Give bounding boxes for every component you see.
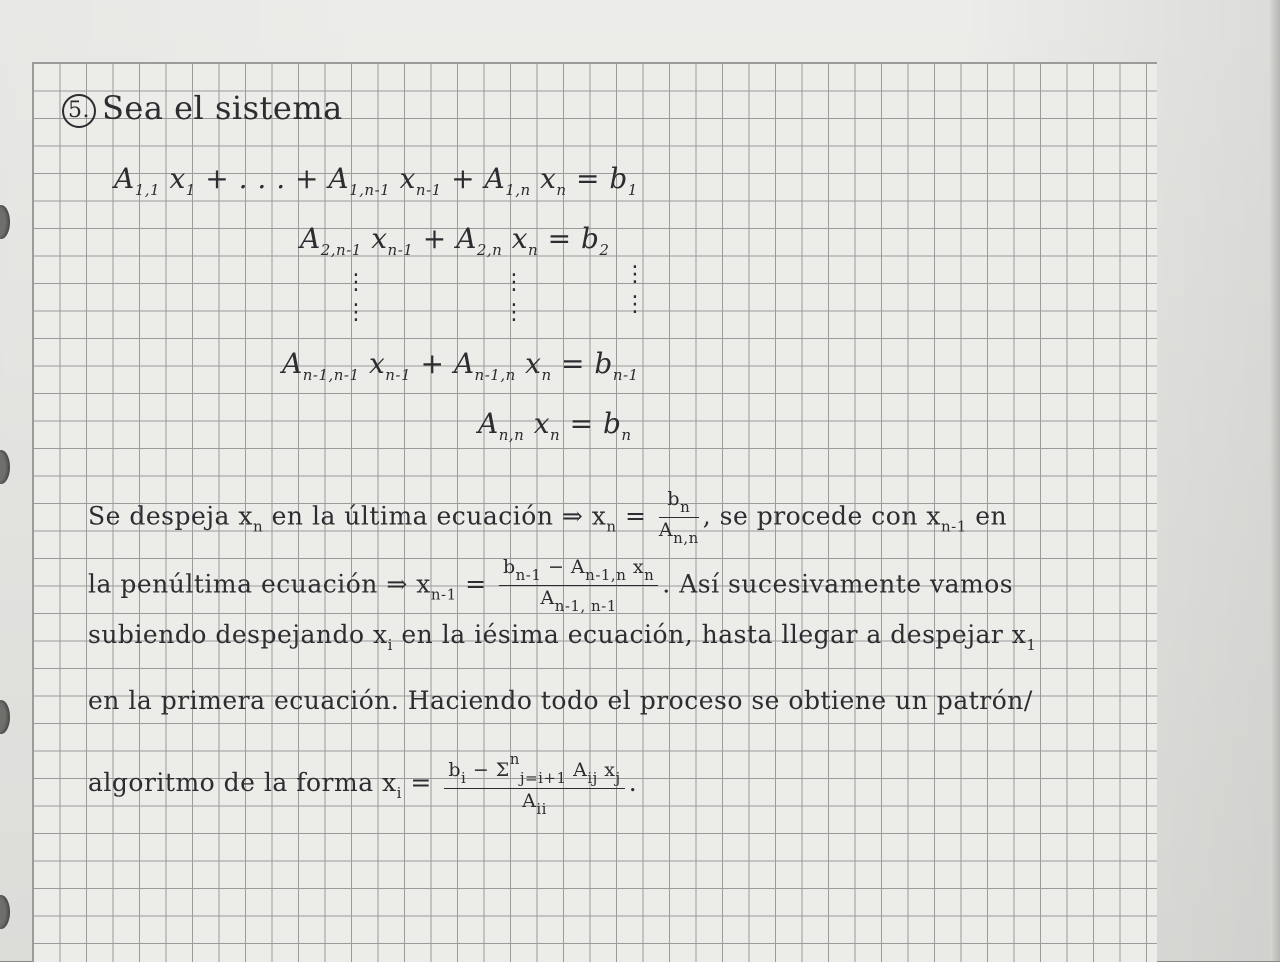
binding-hole <box>0 205 10 239</box>
term: A <box>300 222 321 255</box>
term: A <box>478 407 499 440</box>
subscript: ii <box>536 800 547 818</box>
equation-row-4 <box>478 407 632 444</box>
subscript: n-1, n-1 <box>554 597 617 615</box>
fraction <box>499 558 658 614</box>
subscript: n-1,n-1 <box>302 366 360 384</box>
vertical-dots: ⋮ <box>345 300 367 325</box>
subscript: 1,1 <box>134 181 161 199</box>
problem-title: Sea el sistema <box>102 89 343 127</box>
subscript: n <box>556 181 567 199</box>
text: = <box>456 569 495 599</box>
subscript: 2,n <box>476 241 503 259</box>
subscript: n-1 <box>430 585 457 604</box>
subscript: n,n <box>498 426 525 444</box>
paragraph-line-4: en la primera ecuación. Haciendo todo el proceso se obtiene un patrón/ <box>88 686 1033 715</box>
subscript: n <box>528 241 539 259</box>
subscript: 2,n-1 <box>320 241 362 259</box>
sum-symbol: − Σ <box>466 759 510 781</box>
term: x <box>511 222 528 255</box>
term: x <box>525 347 542 380</box>
superscript: n <box>509 750 520 768</box>
subscript: n,n <box>673 529 699 547</box>
subscript: i <box>396 784 402 802</box>
denominator: A <box>658 519 674 541</box>
numerator: x <box>597 759 616 781</box>
subscript: n-1,n <box>474 366 516 384</box>
subscript: i <box>387 636 393 654</box>
term: x <box>371 222 388 255</box>
numerator: b <box>667 488 681 510</box>
equation-row-2 <box>300 222 610 259</box>
subscript: 1,n-1 <box>349 181 391 199</box>
term: + A <box>420 347 475 380</box>
term: x <box>368 347 386 380</box>
term: A <box>114 162 135 195</box>
paragraph-line-2 <box>88 558 1013 614</box>
text: . Así sucesivamente vamos <box>662 569 1014 599</box>
equation-row-3 <box>282 347 639 384</box>
vertical-dots: ⋮ <box>503 270 525 295</box>
subscript: ij <box>587 769 598 787</box>
vertical-dots: ⋮ <box>624 292 646 317</box>
numerator: − A <box>541 556 586 578</box>
paragraph-line-5 <box>88 752 637 817</box>
term: x <box>540 162 557 195</box>
subscript: n <box>606 517 617 536</box>
rhs: = b <box>569 407 622 440</box>
text: subiendo despejando x <box>88 620 388 649</box>
text: en la iésima ecuación, hasta llegar a despejar x <box>392 620 1027 649</box>
subscript: n <box>621 426 632 444</box>
numerator: A <box>566 759 588 781</box>
text: . <box>628 768 638 797</box>
subscript: 2 <box>599 241 610 259</box>
numerator: x <box>626 556 645 578</box>
subscript: n-1 <box>385 366 412 384</box>
subscript: n <box>680 498 691 516</box>
equation-row-1 <box>114 162 638 199</box>
paragraph-line-3 <box>88 622 1036 653</box>
problem-heading <box>62 89 343 128</box>
numerator: b <box>502 556 516 578</box>
subscript: n-1 <box>940 517 967 536</box>
text: algoritmo de la forma x <box>88 768 397 797</box>
text: , se procede con x <box>702 501 941 531</box>
subscript: i <box>460 769 467 787</box>
subscript: n-1,n <box>585 566 627 584</box>
vertical-dots: ⋮ <box>345 270 367 295</box>
term: x <box>169 162 186 195</box>
fraction <box>659 490 699 546</box>
binding-hole <box>0 895 10 929</box>
text: Se despeja x <box>88 501 253 531</box>
subscript: 1 <box>1026 636 1037 654</box>
rhs: = b <box>547 222 600 255</box>
subscript: 1,n <box>505 181 531 199</box>
subscript: n <box>644 566 655 584</box>
text: en <box>966 501 1008 531</box>
vertical-dots: ⋮ <box>503 300 525 325</box>
numerator: b <box>448 759 461 781</box>
paragraph-line-1 <box>88 490 1007 546</box>
text: = <box>401 768 441 797</box>
subscript: n-1 <box>515 566 542 584</box>
term: + A <box>422 222 477 255</box>
vertical-dots: ⋮ <box>624 262 646 287</box>
problem-number: 5. <box>62 94 96 128</box>
subscript: n-1 <box>387 241 414 259</box>
subscript: n <box>550 426 561 444</box>
subscript: n-1 <box>612 366 639 384</box>
denominator: A <box>540 587 555 609</box>
subscript: 1 <box>627 181 638 199</box>
subscript: n-1 <box>415 181 442 199</box>
text: la penúltima ecuación ⇒ x <box>88 569 431 599</box>
text: = <box>616 501 655 531</box>
term: x <box>399 162 416 195</box>
rhs: = b <box>561 347 613 380</box>
subscript: j <box>615 769 621 787</box>
page-edge <box>1270 0 1280 961</box>
subscript: 1 <box>185 181 196 199</box>
subscript: n <box>541 366 552 384</box>
binding-hole <box>0 450 10 484</box>
term: x <box>533 407 551 440</box>
rhs: = b <box>575 162 628 195</box>
binding-hole <box>0 700 10 734</box>
term: + . . . + A <box>205 162 350 195</box>
fraction <box>444 752 624 817</box>
binding-holes <box>0 0 24 961</box>
subscript: n <box>253 517 264 536</box>
subscript: j=i+1 <box>519 769 567 787</box>
denominator: A <box>522 790 537 812</box>
term: A <box>282 347 303 380</box>
term: + A <box>451 162 506 195</box>
text: en la última ecuación ⇒ x <box>263 501 607 531</box>
